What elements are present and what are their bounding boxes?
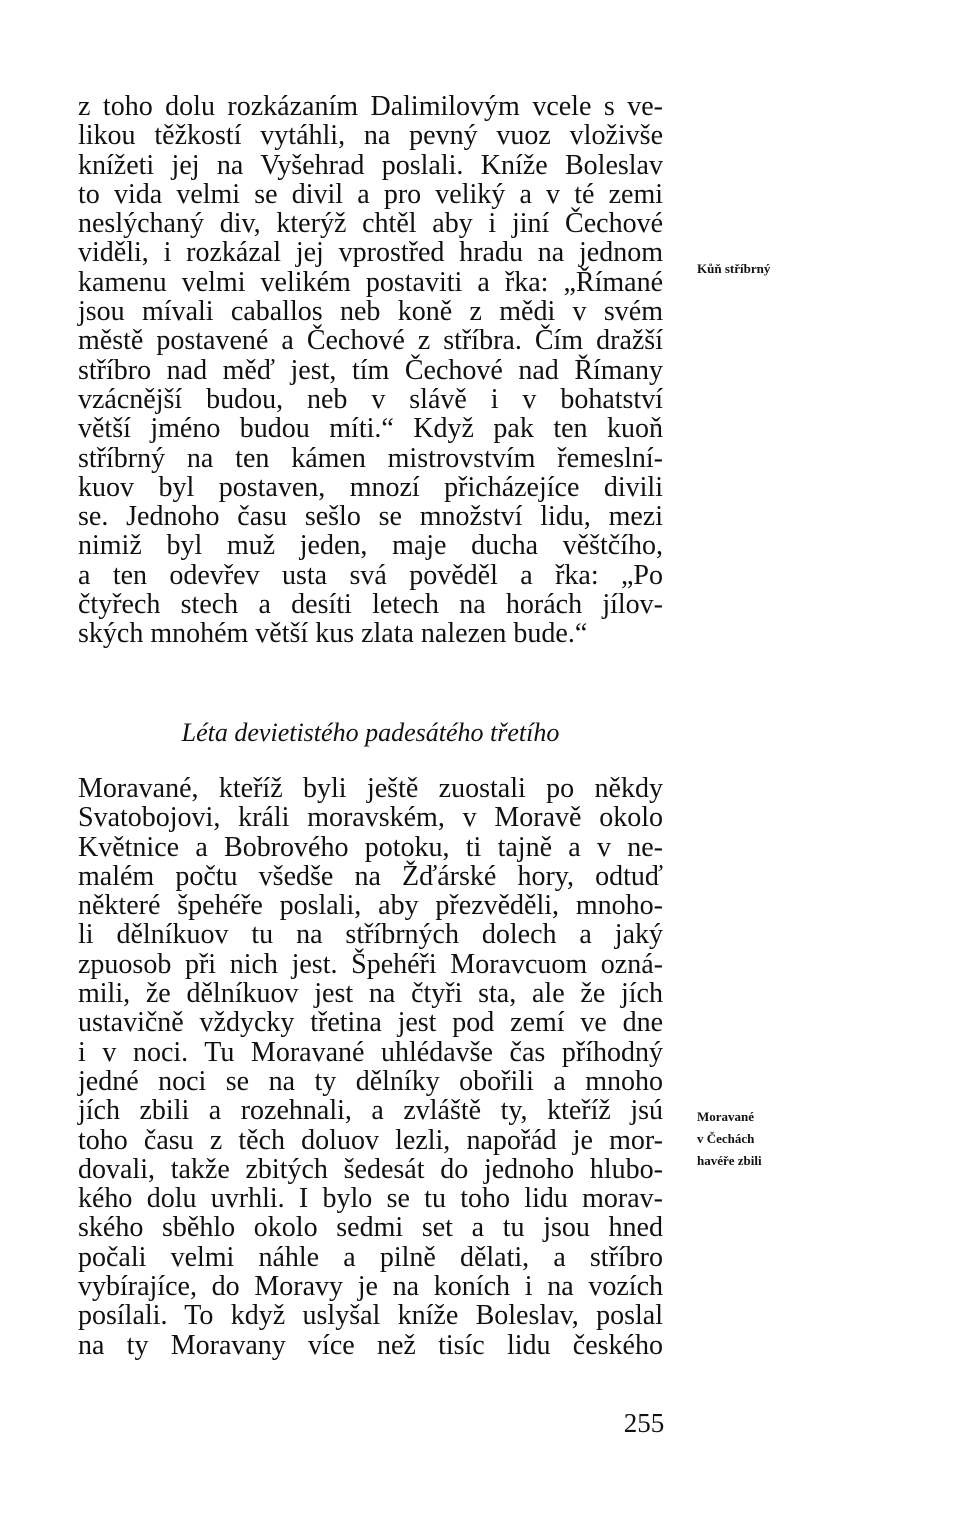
text-line: jsou mívali caballos neb koně z mědi v svém [78,296,663,328]
text-line: neslýchaný div, kterýž chtěl aby i jiní Čechové [78,208,663,240]
text-line: ského sběhlo okolo sedmi set a tu jsou hned [78,1212,663,1244]
text-line: kého dolu uvrhli. I bylo se tu toho lidu morav- [78,1183,663,1215]
text-line: počali velmi náhle a pilně dělati, a stříbro [78,1241,663,1273]
text-line: dovali, takže zbitých šedesát do jednoho hlubo- [78,1153,663,1185]
text-line: nimiž byl muž jeden, maje ducha věštčího, [78,530,663,562]
text-line: městě postavené a Čechové z stříbra. Čím dražší [78,325,663,357]
margin-note-silver-horse [697,258,770,280]
text-line: jích zbili a rozehnali, a zvláště ty, kteříž jsú [78,1095,663,1127]
page-number: 255 [623,1408,665,1438]
text-line: kuov byl postaven, mnozí přicházejíce divili [78,471,663,503]
text-line: zpuosob při nich jest. Špehéři Moravcuom ozná- [78,948,663,980]
text-block-2 [78,774,663,1360]
text-line: stříbrný na ten kámen mistrovstvím řemeslní- [78,442,663,474]
text-line: malém počtu všedše na Žďárské hory, odtuď [78,860,663,892]
page-number-wrap [0,1408,960,1439]
text-block-1 [78,92,663,649]
text-line: a ten odevřev usta svá pověděl a řka: „Po [78,559,663,591]
text-line: li dělníkuov tu na stříbrných dolech a jaký [78,919,663,951]
text-line: větší jméno budou míti.“ Když pak ten kuoň [78,413,663,445]
text-line: ských mnohém větší kus zlata nalezen bude.“ [78,618,588,650]
text-line: z toho dolu rozkázaním Dalimilovým vcele s ve- [78,91,663,122]
text-line: vybírajíce, do Moravy je na koních i na vozích [78,1271,663,1303]
text-line: i v noci. Tu Moravané uhlédavše čas příhodný [78,1036,663,1068]
text-line: čtyřech stech a desíti letech na horách jílov- [78,589,663,621]
margin-note-line: Kůň stříbrný [697,261,771,276]
text-line: knížeti jej na Vyšehrad poslali. Kníže Boleslav [78,149,663,181]
text-line: některé špehéře poslali, aby přezvěděli, mnoho- [78,890,663,922]
margin-note-moravians [697,1106,762,1172]
section-heading: Léta devietistého padesátého třetího [181,718,560,747]
text-line: likou těžkostí vytáhli, na pevný vuoz vloživše [78,120,663,152]
text-line: to vida velmi se divil a pro veliký a v té zemi [78,178,663,210]
margin-note-line: Moravané [697,1109,755,1124]
text-line: jedné noci se na ty dělníky obořili a mnoho [78,1065,663,1097]
text-line: ustavičně vždycky třetina jest pod zemí ve dne [78,1007,663,1039]
text-line: posílali. To když uslyšal kníže Boleslav, poslal [78,1300,663,1332]
text-line: Svatobojovi, králi moravském, v Moravě okolo [78,802,663,834]
text-line: Květnice a Bobrového potoku, ti tajně a v ne- [78,831,663,863]
text-line: viděli, i rozkázal jej vprostřed hradu na jednom [78,237,663,269]
text-line: toho času z těch doluov lezli, napořád je mor- [78,1124,663,1156]
text-line: kamenu velmi velikém postaviti a řka: „Římané [78,266,663,298]
text-line: Moravané, kteříž byli ještě zuostali po někdy [78,773,663,804]
margin-note-line: havéře zbili [697,1153,762,1168]
text-line: se. Jednoho času sešlo se množství lidu, mezi [78,501,663,533]
text-line: vzácnější budou, neb v slávě i v bohatství [78,383,663,415]
margin-note-line: v Čechách [697,1131,755,1146]
text-line: na ty Moravany více než tisíc lidu českého [78,1329,663,1361]
text-line: mili, že dělníkuov jest na čtyři sta, ale že jích [78,978,663,1010]
text-line: stříbro nad měď jest, tím Čechové nad Římany [78,354,663,386]
